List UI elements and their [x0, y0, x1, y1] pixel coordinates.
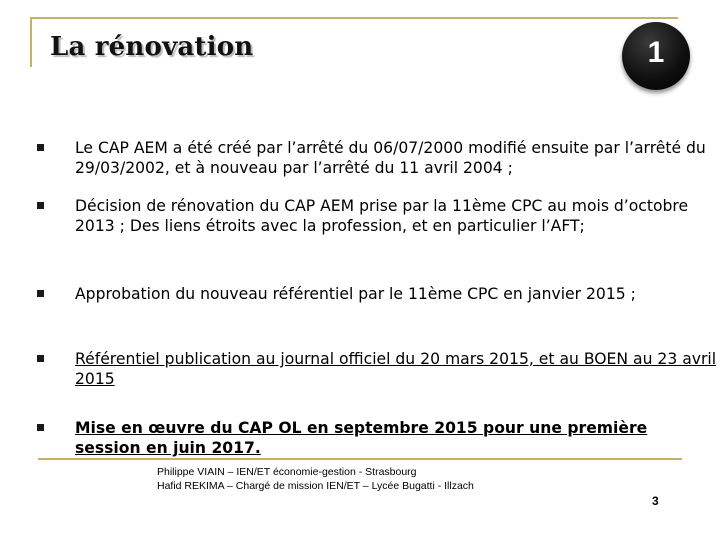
bullet-item [37, 349, 717, 389]
number-badge [622, 22, 690, 90]
bullet-text-link[interactable]: Mise en œuvre du CAP OL en septembre 2015 pour une première session en juin 2017. [75, 419, 648, 457]
square-bullet-icon [37, 144, 44, 151]
square-bullet-icon [37, 290, 44, 297]
title-frame-left [30, 17, 32, 67]
footer-line-2: Hafid REKIMA – Chargé de mission IEN/ET – Lycée Bugatti - Illzach [157, 480, 474, 492]
bullet-item [37, 196, 717, 236]
bullet-text: Approbation du nouveau référentiel par le 11ème CPC en janvier 2015 ; [75, 285, 636, 303]
bullet-text: Le CAP AEM a été créé par l’arrêté du 06/07/2000 modifié ensuite par l’arrêté du 29/03/2002, et à nouveau par l’arrêté du 11 avril 2004 ; [75, 139, 706, 177]
bullet-item [37, 284, 717, 304]
badge-number: 1 [647, 36, 665, 69]
bullet-text: Décision de rénovation du CAP AEM prise par la 11ème CPC au mois d’octobre 2013 ; Des liens étroits avec la profession, et en particulier l’AFT; [75, 197, 689, 235]
bullet-item [37, 138, 717, 178]
footer-line-1: Philippe VIAIN – IEN/ET économie-gestion - Strasbourg [157, 466, 417, 478]
page-number: 3 [652, 494, 659, 508]
footer-credits [157, 465, 474, 493]
square-bullet-icon [37, 202, 44, 209]
slide-title: La rénovation [50, 32, 254, 62]
title-frame-top [30, 17, 678, 19]
square-bullet-icon [37, 424, 44, 431]
footer-divider [38, 458, 682, 460]
square-bullet-icon [37, 355, 44, 362]
bullet-text-link[interactable]: Référentiel publication au journal officiel du 20 mars 2015, et au BOEN au 23 avril 2015 [75, 350, 717, 388]
bullet-item [37, 418, 717, 458]
